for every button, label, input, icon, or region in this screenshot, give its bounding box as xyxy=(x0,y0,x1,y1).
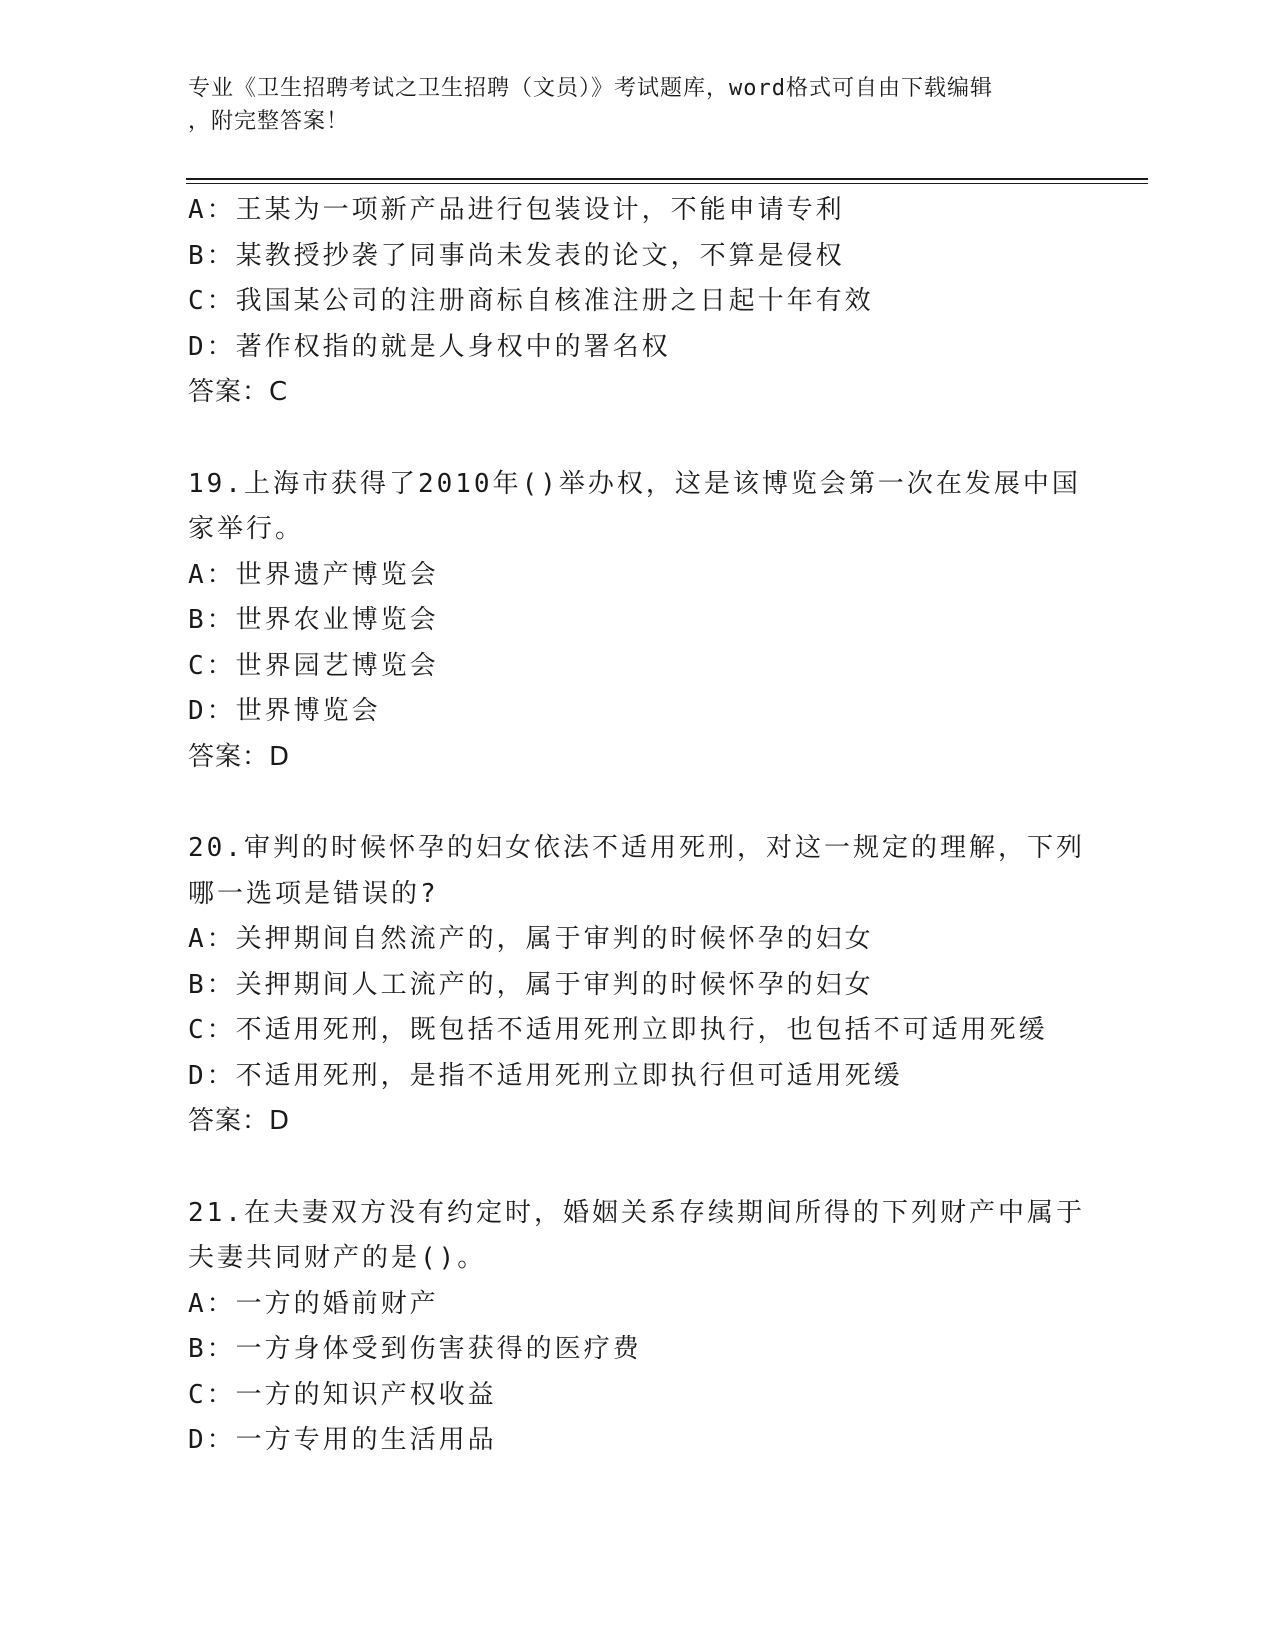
question-stem-line-2: 哪一选项是错误的? xyxy=(188,878,439,909)
question-spacer xyxy=(188,1145,1088,1191)
option-c: C：我国某公司的注册商标自核准注册之日起十年有效 xyxy=(188,286,874,316)
question-block-19 xyxy=(188,462,1088,781)
option-a: A：一方的婚前财产 xyxy=(188,1288,439,1319)
option-b: B：某教授抄袭了同事尚未发表的论文，不算是侵权 xyxy=(188,240,845,271)
question-stem-line-1: 20.审判的时候怀孕的妇女依法不适用死刑，对这一规定的理解，下列 xyxy=(188,833,1085,863)
question-stem-line-2: 夫妻共同财产的是()。 xyxy=(188,1243,487,1273)
option-a: A：王某为一项新产品进行包装设计，不能申请专利 xyxy=(188,195,845,225)
question-spacer xyxy=(188,416,1088,462)
option-d: D：著作权指的就是人身权中的署名权 xyxy=(188,331,671,362)
header-line-1: 专业《卫生招聘考试之卫生招聘（文员）》考试题库，word格式可自由下载编辑 xyxy=(188,76,993,101)
header-divider-thin xyxy=(186,183,1148,184)
option-d: D：世界博览会 xyxy=(188,696,381,726)
option-d: D：不适用死刑，是指不适用死刑立即执行但可适用死缓 xyxy=(188,1060,903,1091)
question-stem-line-1: 19.上海市获得了2010年()举办权，这是该博览会第一次在发展中国 xyxy=(188,468,1081,499)
option-b: B：关押期间人工流产的，属于审判的时候怀孕的妇女 xyxy=(188,969,874,1000)
question-block-20 xyxy=(188,826,1088,1145)
option-c: C：世界园艺博览会 xyxy=(188,650,439,681)
question-list xyxy=(188,188,1088,1464)
option-a: A：世界遗产博览会 xyxy=(188,559,439,590)
answer-line: 答案：D xyxy=(188,741,291,772)
option-a: A：关押期间自然流产的，属于审判的时候怀孕的妇女 xyxy=(188,924,874,954)
option-b: B：一方身体受到伤害获得的医疗费 xyxy=(188,1334,642,1364)
answer-line: 答案：D xyxy=(188,1106,291,1136)
question-spacer xyxy=(188,780,1088,826)
document-header xyxy=(188,72,1068,138)
header-divider-thick xyxy=(186,178,1148,180)
question-block-21 xyxy=(188,1191,1088,1464)
question-stem-line-1: 21.在夫妻双方没有约定时，婚姻关系存续期间所得的下列财产中属于 xyxy=(188,1197,1085,1228)
question-stem-line-2: 家举行。 xyxy=(188,514,305,544)
answer-line: 答案：C xyxy=(188,377,289,407)
option-b: B：世界农业博览会 xyxy=(188,605,439,635)
question-block-18 xyxy=(188,188,1088,416)
option-d: D：一方专用的生活用品 xyxy=(188,1425,497,1455)
option-c: C：不适用死刑，既包括不适用死刑立即执行，也包括不可适用死缓 xyxy=(188,1015,1048,1045)
option-c: C：一方的知识产权收益 xyxy=(188,1379,497,1410)
header-line-2: ，附完整答案！ xyxy=(188,109,350,134)
